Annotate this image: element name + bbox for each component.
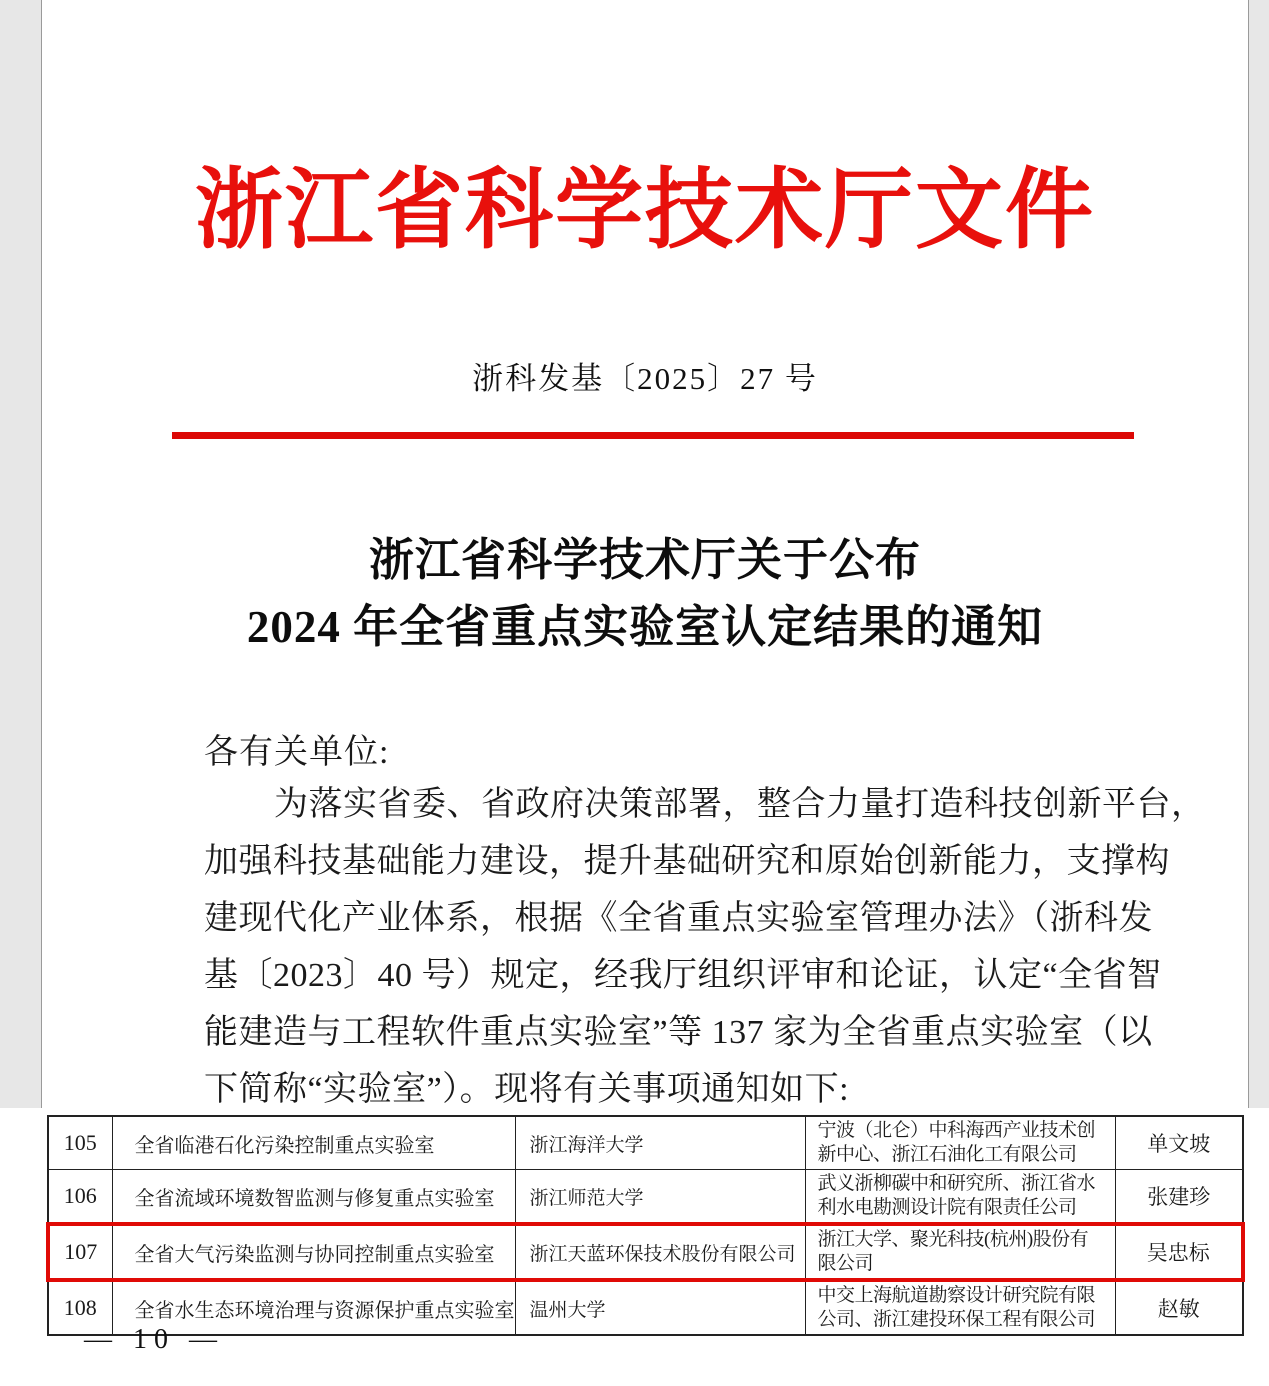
paragraph-line: 加强科技基础能力建设，提升基础研究和原始创新能力，支撑构 xyxy=(204,843,1170,880)
letterhead-title: 浙江省科学技术厅文件 xyxy=(194,163,1095,260)
cell-partners: 浙江大学、聚光科技(杭州)股份有限公司 xyxy=(805,1224,1115,1280)
cell-partners: 中交上海航道勘察设计研究院有限公司、浙江建投环保工程有限公司 xyxy=(805,1280,1115,1335)
cell-partners: 宁波（北仑）中科海西产业技术创新中心、浙江石油化工有限公司 xyxy=(805,1116,1115,1170)
table-row xyxy=(48,1170,1243,1225)
page-right-margin xyxy=(1248,0,1269,1110)
document-number: 浙科发基〔2025〕27 号 xyxy=(472,361,818,396)
notice-title-line2: 2024 年全省重点实验室认定结果的通知 xyxy=(246,602,1044,652)
table-row xyxy=(48,1280,1243,1335)
lab-table xyxy=(46,1115,1245,1336)
paragraph-line: 能建造与工程软件重点实验室”等 137 家为全省重点实验室（以 xyxy=(204,1014,1153,1051)
cell-lab: 全省临港石化污染控制重点实验室 xyxy=(112,1116,515,1170)
cell-institution: 浙江师范大学 xyxy=(515,1170,805,1225)
cell-director: 吴忠标 xyxy=(1115,1224,1243,1280)
cell-institution: 浙江海洋大学 xyxy=(515,1116,805,1170)
cell-no: 105 xyxy=(48,1116,112,1170)
cell-no: 107 xyxy=(48,1224,112,1280)
page-number: — 10 — xyxy=(84,1324,224,1355)
cell-no: 108 xyxy=(48,1280,112,1335)
cell-director: 单文坡 xyxy=(1115,1116,1243,1170)
paragraph-line: 建现代化产业体系，根据《全省重点实验室管理办法》（浙科发 xyxy=(204,900,1153,937)
paragraph-line: 基〔2023〕40 号）规定，经我厅组织评审和论证，认定“全省智 xyxy=(204,957,1162,994)
body-paragraph xyxy=(204,780,1206,1122)
salutation: 各有关单位: xyxy=(204,734,390,771)
table-row xyxy=(48,1116,1243,1170)
cell-lab: 全省大气污染监测与协同控制重点实验室 xyxy=(112,1224,515,1280)
letterhead-rule xyxy=(172,432,1134,439)
cell-lab: 全省流域环境数智监测与修复重点实验室 xyxy=(112,1170,515,1225)
paragraph-line: 下简称“实验室”）。现将有关事项通知如下: xyxy=(204,1071,850,1108)
cell-lab: 全省水生态环境治理与资源保护重点实验室 xyxy=(112,1280,515,1335)
paragraph-line: 为落实省委、省政府决策部署，整合力量打造科技创新平台， xyxy=(274,786,1206,823)
cell-institution: 温州大学 xyxy=(515,1280,805,1335)
cell-no: 106 xyxy=(48,1170,112,1225)
cell-director: 张建珍 xyxy=(1115,1170,1243,1225)
cell-institution: 浙江天蓝环保技术股份有限公司 xyxy=(515,1224,805,1280)
page-left-margin xyxy=(0,0,42,1110)
table-row-highlighted xyxy=(48,1224,1243,1280)
cell-director: 赵敏 xyxy=(1115,1280,1243,1335)
lab-table-body xyxy=(48,1116,1243,1335)
notice-title-line1: 浙江省科学技术厅关于公布 xyxy=(368,535,921,585)
cell-partners: 武义浙柳碳中和研究所、浙江省水利水电勘测设计院有限责任公司 xyxy=(805,1170,1115,1225)
notice-title xyxy=(42,527,1248,661)
